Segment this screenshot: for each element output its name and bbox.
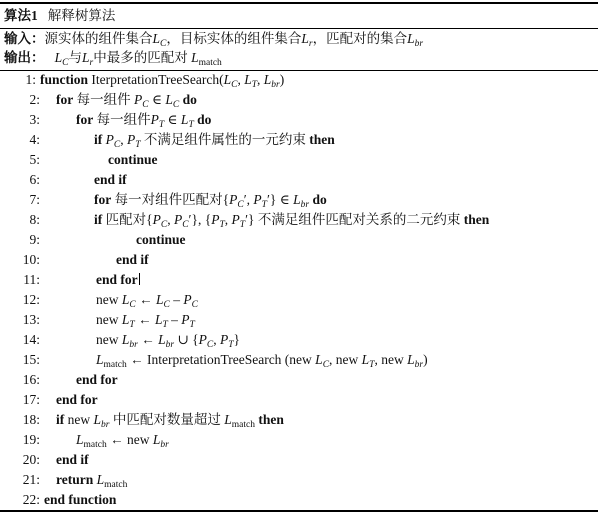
input-label: 输入： xyxy=(4,31,45,46)
code-line-8: 8: if 匹配对{$P_C$, $P_C'$}, {$P_T$, $P_T'$} 不满足组件匹配对关系的二元约束 then xyxy=(29,212,490,230)
code-line-13: 13: new $L_T$ ← $L_T - P_T$ xyxy=(22,312,195,330)
input-line: 输入：源实体的组件集合$L_C$，目标实体的组件集合$L_r$，匹配对的集合$L_{br}$ xyxy=(4,31,424,49)
code-line-9: 9: continue xyxy=(29,232,186,247)
code-line-11: 11: end for xyxy=(23,272,138,287)
code-line-18: 18: if new $L_{br}$ 中匹配对数量超过 $L_{match}$ then xyxy=(22,412,284,430)
code-line-16: 16: end for xyxy=(22,372,118,387)
code-line-15: 15: $L_{match}$ ← InterpretationTreeSearch (new $L_C$, new $L_T$, new $L_{br}$) xyxy=(22,352,428,370)
top-rule xyxy=(0,2,598,4)
algorithm-label: 算法1 xyxy=(4,8,38,23)
code-line-19: 19: $L_{match}$ ← new $L_{br}$ xyxy=(22,432,169,450)
code-line-2: 2: for 每一组件 $P_C$ ∈ $L_C$ do xyxy=(29,92,197,110)
code-line-17: 17: end for xyxy=(22,392,98,407)
code-line-14: 14: new $L_{br}$ ← $L_{br}$ ∪ {$P_C$, $P_T$} xyxy=(22,332,240,350)
code-line-5: 5: continue xyxy=(29,152,158,167)
bottom-rule xyxy=(0,510,598,512)
output-line: 输出： $L_C$与$L_r$中最多的匹配对 $L_{match}$ xyxy=(4,50,222,68)
code-line-22: 22: end function xyxy=(22,492,117,507)
code-line-12: 12: new $L_C$ ← $L_C - P_C$ xyxy=(22,292,198,310)
code-line-6: 6: end if xyxy=(29,172,127,187)
algorithm-name: 解释树算法 xyxy=(47,8,116,23)
output-label: 输出： xyxy=(4,50,45,65)
code-line-20: 20: end if xyxy=(22,452,89,467)
code-line-7: 7: for 每一对组件匹配对{$P_C'$, $P_T'$} ∈ $L_{br}$ do xyxy=(29,192,327,210)
algorithm-title xyxy=(4,6,115,26)
code-line-3: 3: for 每一组件$P_T$ ∈ $L_T$ do xyxy=(29,112,212,130)
text-cursor xyxy=(139,273,140,285)
code-line-1: 1: function $IterpretationTreeSearch(L_C$, $L_T$, $L_{br}$) xyxy=(25,72,285,90)
code-line-4: 4: if $P_C$, $P_T$ 不满足组件属性的一元约束 then xyxy=(29,132,335,150)
code-line-10: 10: end if xyxy=(22,252,149,267)
code-line-21: 21: return $L_{match}$ xyxy=(22,472,128,490)
